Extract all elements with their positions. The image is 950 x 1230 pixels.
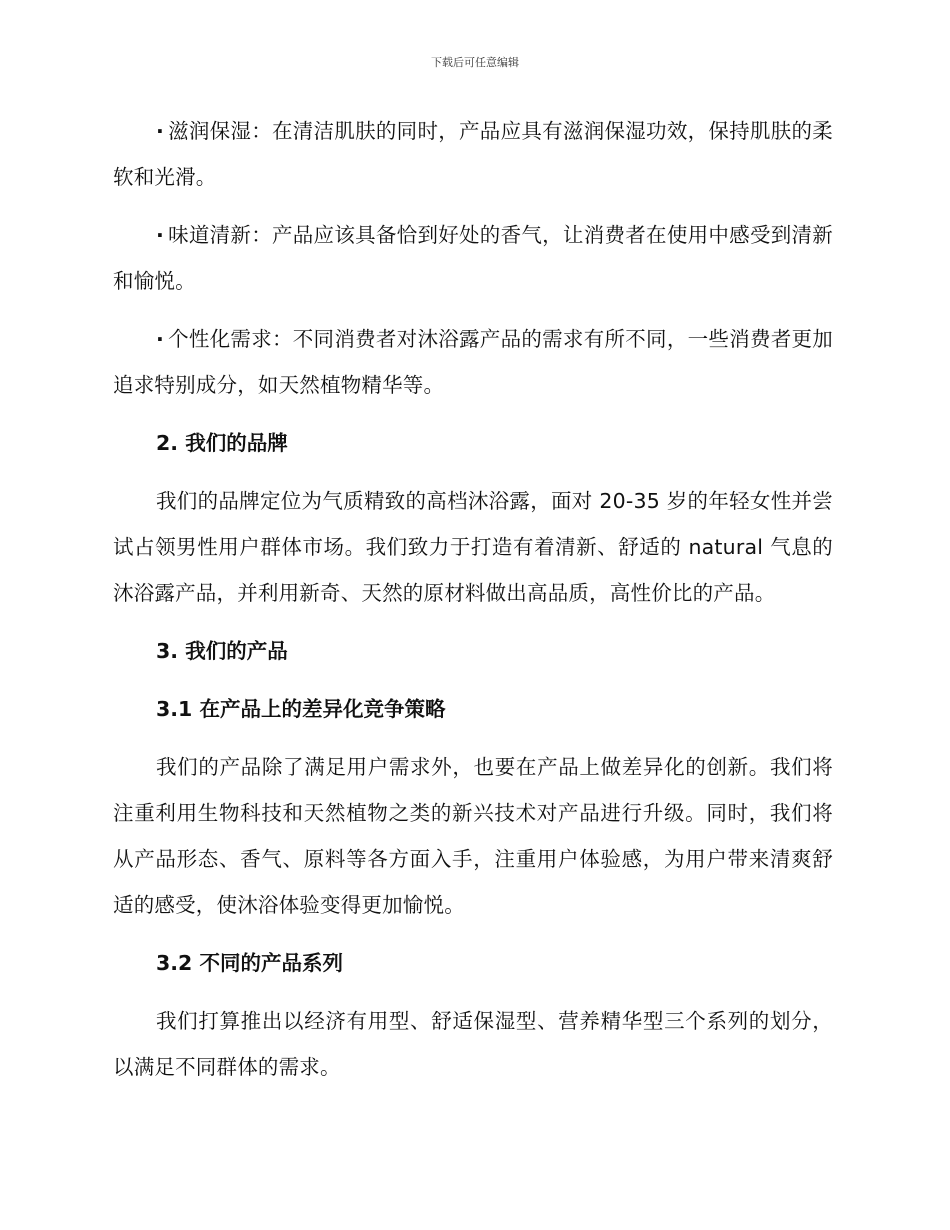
- bullet-marker: ·: [156, 119, 164, 143]
- document-body: [113, 108, 833, 1102]
- bullet-moisturizing: [113, 108, 833, 200]
- bullet-text: 味道清新：产品应该具备恰到好处的香气，让消费者在使用中感受到清新和愉悦。: [113, 223, 833, 293]
- paragraph-brand: 我们的品牌定位为气质精致的高档沐浴露，面对 20-35 岁的年轻女性并尝试占领男性用户群体市场。我们致力于打造有着清新、舒适的 natural 气息的沐浴露产品，并利用新奇、天然的原材料做出高品质，高性价比的产品。: [113, 489, 833, 605]
- page-header-note: 下载后可任意编辑: [431, 56, 519, 69]
- bullet-text: 个性化需求：不同消费者对沐浴露产品的需求有所不同，一些消费者更加追求特别成分，如天然植物精华等。: [113, 327, 833, 397]
- bullet-marker: ·: [156, 327, 164, 351]
- bullet-fresh-scent: [113, 212, 833, 304]
- heading-our-brand: 2. 我们的品牌: [156, 431, 288, 455]
- heading-product-series: 3.2 不同的产品系列: [156, 951, 343, 975]
- paragraph-product-series: 我们打算推出以经济有用型、舒适保湿型、营养精华型三个系列的划分，以满足不同群体的需求。: [113, 1009, 833, 1079]
- bullet-marker: ·: [156, 223, 164, 247]
- heading-differentiation-strategy: 3.1 在产品上的差异化竞争策略: [156, 697, 446, 721]
- heading-our-products: 3. 我们的产品: [156, 639, 288, 663]
- paragraph-differentiation: 我们的产品除了满足用户需求外，也要在产品上做差异化的创新。我们将注重利用生物科技和天然植物之类的新兴技术对产品进行升级。同时，我们将从产品形态、香气、原料等各方面入手，注重用户体验感，为用户带来清爽舒适的感受，使沐浴体验变得更加愉悦。: [113, 755, 833, 917]
- bullet-text: 滋润保湿：在清洁肌肤的同时，产品应具有滋润保湿功效，保持肌肤的柔软和光滑。: [113, 119, 833, 189]
- bullet-personalized-needs: [113, 316, 833, 408]
